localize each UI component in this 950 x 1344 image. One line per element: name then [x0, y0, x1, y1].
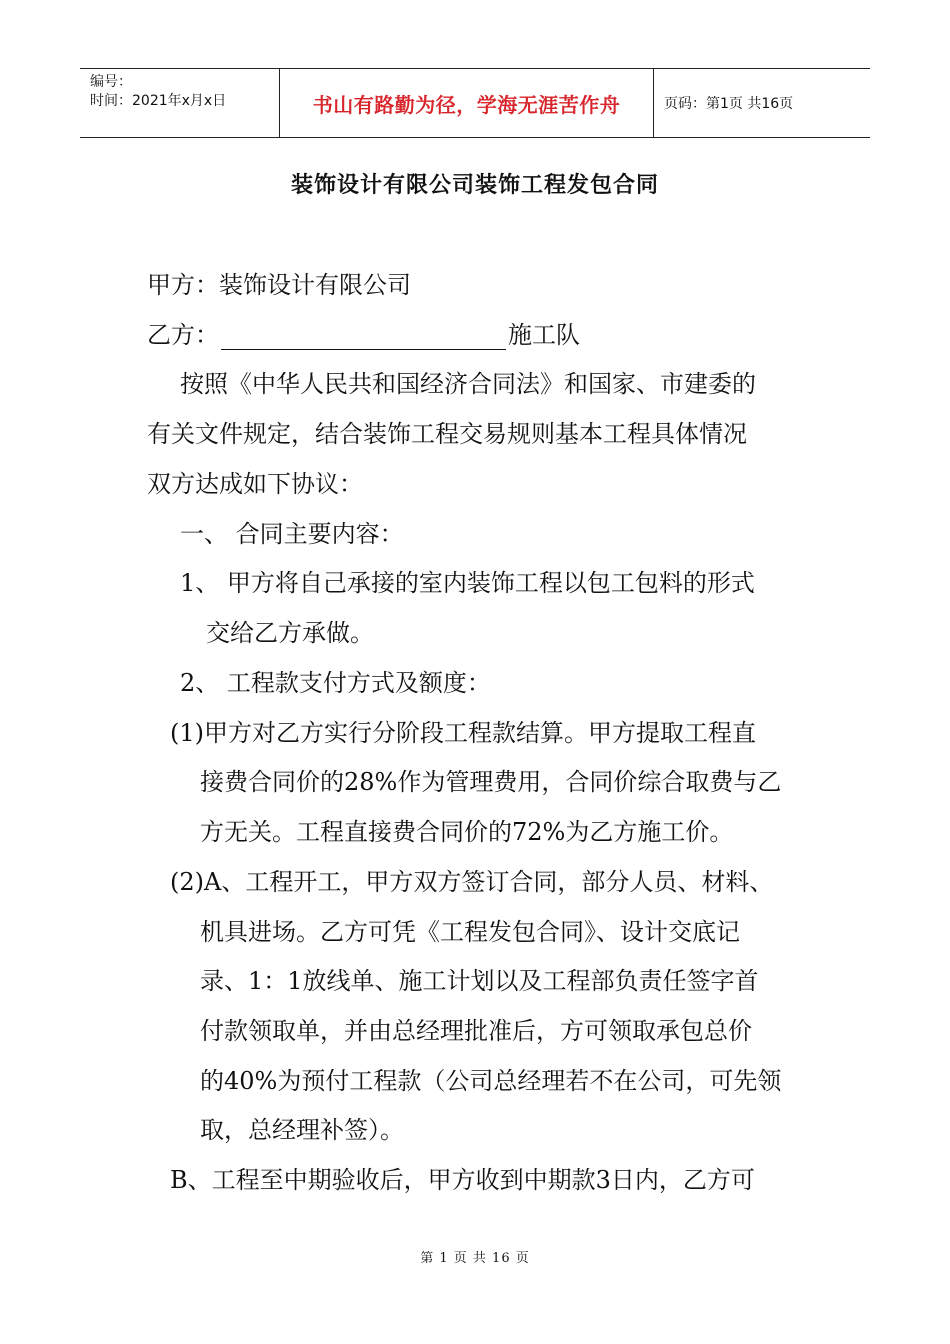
party-b-line [147, 320, 580, 350]
motto-text: 书山有路勤为径，学海无涯苦作舟 [312, 92, 621, 117]
body-line: 取，总经理补签）。 [200, 1116, 404, 1144]
body-line: 交给乙方承做。 [206, 619, 374, 647]
body-line: 按照《中华人民共和国经济合同法》和国家、市建委的 [180, 370, 756, 398]
party-a-line: 甲方：装饰设计有限公司 [147, 271, 411, 299]
body-line: 接费合同价的28%作为管理费用，合同价综合取费与乙 [200, 768, 782, 796]
body-line: 有关文件规定，结合装饰工程交易规则基本工程具体情况 [147, 420, 747, 448]
party-b-prefix: 乙方： [147, 321, 219, 349]
party-b-blank [221, 323, 506, 350]
header-table [80, 68, 870, 138]
body-line: 的40%为预付工程款（公司总经理若不在公司，可先领 [200, 1067, 782, 1095]
section-heading: 一、 合同主要内容： [180, 520, 404, 548]
party-b-suffix: 施工队 [508, 321, 580, 349]
contract-title: 装饰设计有限公司装饰工程发包合同 [290, 173, 659, 198]
body-line: 付款领取单，并由总经理批准后，方可领取承包总价 [200, 1017, 752, 1045]
body-line: 2、 工程款支付方式及额度： [180, 669, 491, 697]
page-info-text: 页码：第1页 共16页 [664, 96, 794, 112]
motto-cell [280, 69, 654, 137]
header-left-cell [80, 69, 280, 137]
body-line: B、工程至中期验收后，甲方收到中期款3日内，乙方可 [170, 1166, 755, 1194]
body-line: 机具进场。乙方可凭《工程发包合同》、设计交底记 [200, 918, 740, 946]
number-label: 编号： [90, 74, 132, 90]
time-label: 时间：2021年x月x日 [90, 93, 227, 109]
body-line: (2)A、工程开工，甲方双方签订合同，部分人员、材料、 [170, 868, 774, 896]
body-line: (1)甲方对乙方实行分阶段工程款结算。甲方提取工程直 [170, 719, 756, 747]
body-line: 1、 甲方将自己承接的室内装饰工程以包工包料的形式 [180, 569, 755, 597]
body-line: 双方达成如下协议： [147, 470, 363, 498]
body-line: 录、1：1放线单、施工计划以及工程部负责任签字首 [200, 967, 759, 995]
page-footer: 第 1 页 共 16 页 [420, 1251, 530, 1266]
page-info-cell [654, 69, 870, 137]
body-line: 方无关。工程直接费合同价的72%为乙方施工价。 [200, 818, 734, 846]
